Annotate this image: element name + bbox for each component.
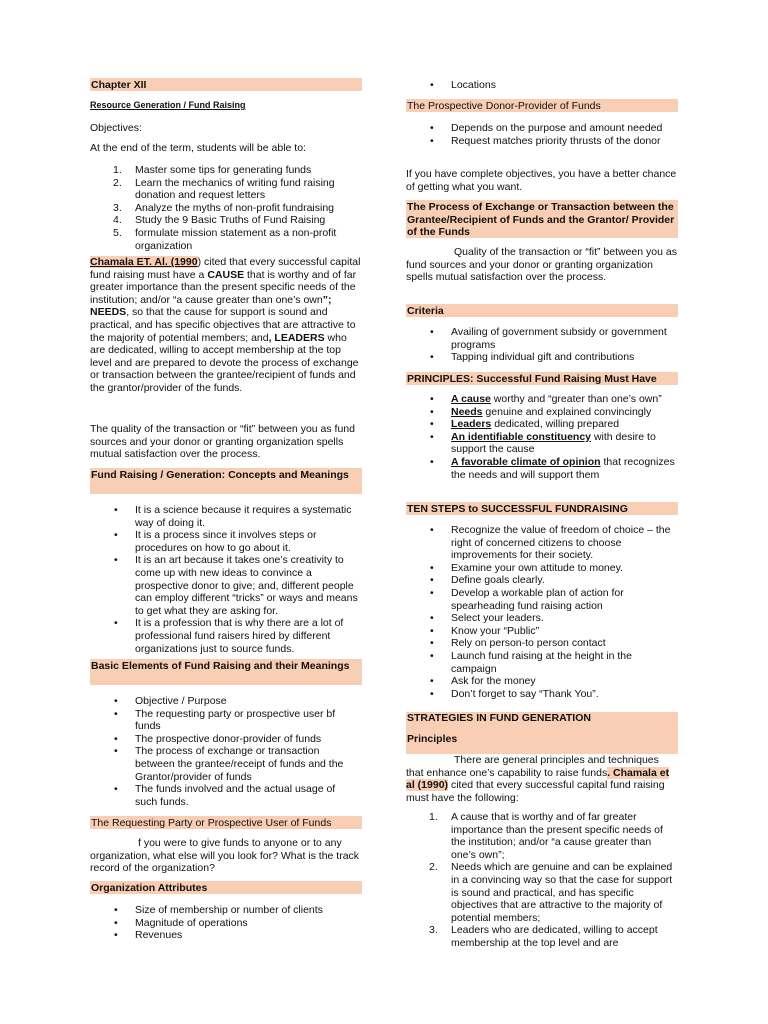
elements-list — [114, 695, 360, 808]
bullet-icon: • — [430, 561, 434, 574]
bullet-icon: • — [430, 418, 434, 431]
bullet-icon: • — [114, 529, 118, 542]
bullet-icon: • — [430, 393, 434, 405]
list-item: • Size of membership or number of clients — [114, 904, 323, 916]
bullet-icon: • — [430, 586, 434, 599]
intro-paragraph: Chamala ET. Al. (1990) cited that every successful capital fund raising must have a CAUSE that is worthy and of far greater importance than the present specific needs of the institution; and/or “a cause greater than one’s own”; NEEDS, so that the cause for support is sound and practical, and has specific objectives that are attractive to the majority of potential members; and, LEADERS who are dedicated, willing to accept membership at the top level and are prepared to devote the process of exchange or transaction between the grantee/recipient of funds and the grantor/provider of the funds. — [90, 256, 361, 394]
ten-steps-heading: TEN STEPS to SUCCESSFUL FUNDRAISING — [406, 502, 678, 515]
process-heading: The Process of Exchange or Transaction between the Grantee/Recipient of Funds and the Grantor/ Provider of the Funds — [406, 200, 678, 238]
donor-paragraph: If you have complete objectives, you have a better chance of getting what you want. — [406, 168, 677, 193]
section-subtitle: Resource Generation / Fund Raising — [90, 100, 246, 110]
bullet-icon: • — [430, 326, 434, 338]
list-item: • Don’t forget to say “Thank You”. — [430, 687, 599, 700]
concepts-heading: Fund Raising / Generation: Concepts and Meanings — [90, 468, 362, 494]
objectives-list — [113, 164, 360, 252]
principles-subheading: Principles — [407, 732, 458, 745]
citation-link[interactable]: . Chamala et al (1990) — [406, 766, 670, 792]
org-attributes-list — [114, 904, 360, 942]
bullet-icon: • — [114, 904, 118, 916]
bullet-icon: • — [114, 916, 118, 929]
bullet-icon: • — [114, 745, 118, 758]
list-item: • A favorable climate of opinion that recognizes the needs and will support them — [430, 455, 675, 481]
list-item: • The funds involved and the actual usage of such funds. — [114, 783, 336, 808]
bullet-icon: • — [430, 134, 434, 147]
list-item: • A cause worthy and “greater than one’s own” — [430, 393, 662, 405]
list-item: • Depends on the purpose and amount needed — [430, 122, 663, 134]
list-item: • Magnitude of operations — [114, 916, 248, 929]
bullet-icon: • — [430, 455, 434, 468]
list-item: • It is a profession that is why there are a lot of professional fund raisers hired by different organizations just to source funds. — [114, 617, 344, 655]
list-item: • It is a process since it involves steps or procedures on how to go about it. — [114, 529, 317, 554]
bullet-icon: • — [430, 524, 434, 536]
list-item: • Availing of government subsidy or government programs — [430, 326, 667, 351]
process-paragraph: Quality of the transaction or “fit” between you as fund sources and your donor or granting organization spells mutual satisfaction over the process. — [406, 246, 677, 284]
bullet-icon: • — [114, 929, 118, 942]
list-item: • Ask for the money — [430, 675, 536, 688]
bullet-icon: • — [430, 574, 434, 587]
list-item: • It is a science because it requires a systematic way of doing it. — [114, 504, 352, 529]
criteria-heading: Criteria — [406, 304, 678, 317]
principles-list — [430, 393, 678, 481]
chapter-heading — [90, 78, 362, 91]
quality-paragraph: The quality of the transaction or “fit” between you as fund sources and your donor or granting organization spells mutual satisfaction over the process. — [90, 423, 355, 461]
list-item: • Leaders dedicated, willing prepared — [430, 418, 620, 431]
objective-item: 3. Analyze the myths of non-profit fundraising — [113, 201, 335, 214]
chapter-title: Chapter XII — [91, 79, 147, 91]
donor-list — [430, 122, 678, 147]
list-item: • Needs genuine and explained convincingly — [430, 405, 652, 418]
list-item: • Examine your own attitude to money. — [430, 561, 623, 574]
bullet-icon: • — [430, 405, 434, 418]
list-item: • Revenues — [114, 929, 183, 942]
objective-item: 2. Learn the mechanics of writing fund raising donation and request letters — [113, 176, 335, 202]
principles-heading: PRINCIPLES: Successful Fund Raising Must Have — [406, 372, 678, 385]
list-item: • Select your leaders. — [430, 612, 544, 625]
list-item: • Know your “Public” — [430, 624, 540, 637]
objectives-label: Objectives: — [90, 122, 142, 134]
bullet-icon: • — [114, 617, 118, 630]
concepts-list — [114, 504, 360, 655]
list-item: • Launch fund raising at the height in the campaign — [430, 649, 632, 675]
bullet-icon: • — [114, 707, 118, 720]
ten-steps-list — [430, 524, 676, 700]
list-item: 2. Needs which are genuine and can be explained in a convincing way so that the case for support is sound and practical, and has specific objectives that are attractive to the majority of potential members; — [429, 861, 673, 924]
list-item: • The prospective donor-provider of funds — [114, 732, 322, 745]
requesting-heading: The Requesting Party or Prospective User of Funds — [90, 816, 362, 829]
bullet-icon: • — [430, 675, 434, 688]
bullet-icon: • — [430, 624, 434, 637]
list-item: • Request matches priority thrusts of the donor — [430, 134, 661, 147]
bullet-icon: • — [114, 732, 118, 745]
bullet-icon: • — [430, 351, 434, 364]
bullet-icon: • — [114, 695, 118, 707]
citation-link[interactable]: Chamala ET. Al. (1990 — [90, 256, 198, 268]
bullet-icon: • — [430, 430, 434, 443]
list-item: • Recognize the value of freedom of choice – the right of concerned citizens to choose improvements for their society. — [430, 524, 671, 562]
list-item: 3. Leaders who are dedicated, willing to accept membership at the top level and are — [429, 924, 658, 949]
bullet-icon: • — [430, 649, 434, 662]
bullet-icon: • — [114, 554, 118, 567]
bullet-icon: • — [430, 687, 434, 700]
bullet-icon: • — [114, 504, 118, 516]
criteria-list — [430, 326, 676, 364]
list-item: • Tapping individual gift and contributions — [430, 351, 635, 364]
bullet-icon: • — [430, 637, 434, 650]
elements-heading: Basic Elements of Fund Raising and their Meanings — [90, 659, 362, 685]
locations-list — [430, 79, 676, 92]
objectives-intro: At the end of the term, students will be able to: — [90, 142, 306, 154]
strategies-block — [406, 712, 678, 754]
list-item: • Objective / Purpose — [114, 695, 227, 707]
list-item: • The process of exchange or transaction between the grantee/receipt of funds and the Grantor/provider of funds — [114, 745, 344, 783]
strategies-list — [429, 811, 676, 950]
bullet-icon: • — [430, 79, 434, 91]
list-item: • It is an art because it takes one’s creativity to come up with new ideas to convince a prospective donor to give; and, different people can employ different “tricks” or ways and means to get what they are asking for. — [114, 554, 358, 617]
strategies-heading: STRATEGIES IN FUND GENERATION — [407, 712, 591, 724]
org-attributes-heading: Organization Attributes — [90, 881, 362, 894]
strategies-paragraph: There are general principles and techniques that enhance one’s capability to raise funds. Chamala et al (1990) cited that every successful capital fund raising must have the following: — [406, 754, 670, 804]
bullet-icon: • — [114, 783, 118, 796]
list-item: • Develop a workable plan of action for spearheading fund raising action — [430, 586, 624, 612]
bullet-icon: • — [430, 122, 434, 134]
requesting-paragraph: f you were to give funds to anyone or to any organization, what else will you look for? What is the track record of the organization? — [90, 837, 360, 875]
bullet-icon: • — [430, 612, 434, 625]
donor-heading: The Prospective Donor-Provider of Funds — [406, 99, 678, 112]
list-item: 1. A cause that is worthy and of far greater importance than the present specific needs of the institution; and/or “a cause greater than one’s own”; — [429, 811, 663, 861]
list-item: • Define goals clearly. — [430, 574, 545, 587]
objective-item: 5. formulate mission statement as a non-profit organization — [113, 226, 337, 252]
list-item: • The requesting party or prospective user bf funds — [114, 707, 336, 733]
objective-item: 1. Master some tips for generating funds — [113, 164, 312, 176]
list-item: • An identifiable constituency with desire to support the cause — [430, 430, 656, 456]
list-item: • Rely on person-to person contact — [430, 637, 606, 650]
list-item: • Locations — [430, 79, 496, 91]
objective-item: 4. Study the 9 Basic Truths of Fund Raising — [113, 214, 326, 227]
